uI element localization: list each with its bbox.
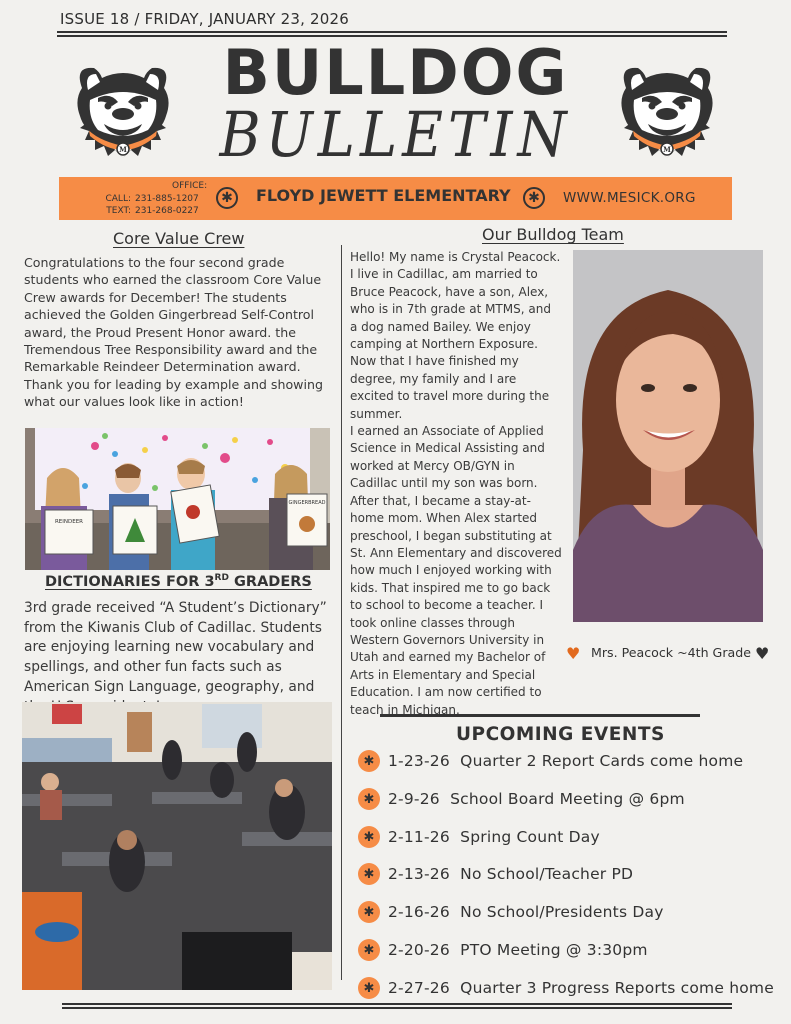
- event-date: 2-9-26: [388, 790, 440, 808]
- asterisk-icon: ✱: [216, 187, 238, 209]
- portrait-caption: Mrs. Peacock ~4th Grade: [591, 645, 751, 660]
- event-text: [388, 752, 743, 770]
- svg-text:M: M: [119, 145, 127, 154]
- event-item: [358, 976, 774, 1000]
- bulldog-logo-left: [68, 58, 178, 168]
- heart-icon-dark: ♥: [755, 644, 770, 663]
- event-description: School Board Meeting @ 6pm: [450, 790, 685, 808]
- event-text: [388, 979, 774, 997]
- event-item: [358, 787, 685, 811]
- event-date: 2-16-26: [388, 903, 450, 921]
- team-heading: Our Bulldog Team: [482, 225, 624, 244]
- event-date: 2-27-26: [388, 979, 450, 997]
- event-item: [358, 749, 743, 773]
- dictionaries-heading-prefix: DICTIONARIES FOR 3: [45, 573, 215, 590]
- asterisk-icon: ✱: [358, 750, 380, 772]
- heart-icon-orange: ♥: [566, 644, 581, 663]
- event-text: [388, 941, 648, 959]
- core-value-photo: [25, 428, 330, 570]
- events-title: UPCOMING EVENTS: [456, 724, 665, 745]
- event-description: No School/Teacher PD: [460, 865, 634, 883]
- school-name: FLOYD JEWETT ELEMENTARY: [256, 186, 511, 205]
- call-number[interactable]: 231-885-1207: [135, 193, 199, 204]
- asterisk-icon: ✱: [358, 901, 380, 923]
- award-gingerbread-text: GINGERBREAD: [288, 500, 326, 506]
- column-divider: [341, 245, 342, 980]
- event-description: PTO Meeting @ 3:30pm: [460, 941, 648, 959]
- issue-date: ISSUE 18 / FRIDAY, JANUARY 23, 2026: [60, 10, 349, 28]
- footer-rule: [62, 1003, 732, 1009]
- bulldog-logo-right: [612, 58, 722, 168]
- event-date: 2-11-26: [388, 828, 450, 846]
- event-item: [358, 900, 664, 924]
- asterisk-icon: ✱: [358, 977, 380, 999]
- event-date: 2-13-26: [388, 865, 450, 883]
- call-label: CALL:: [105, 193, 131, 204]
- event-description: Spring Count Day: [460, 828, 600, 846]
- asterisk-icon: ✱: [358, 788, 380, 810]
- core-value-heading: Core Value Crew: [113, 229, 245, 248]
- event-date: 1-23-26: [388, 752, 450, 770]
- dictionaries-heading: [45, 573, 312, 590]
- classroom-photo: [22, 702, 332, 990]
- asterisk-icon: ✱: [358, 826, 380, 848]
- dictionaries-heading-suffix: GRADERS: [228, 573, 312, 590]
- event-text: [388, 790, 685, 808]
- event-description: Quarter 3 Progress Reports come home: [460, 979, 774, 997]
- event-item: [358, 938, 648, 962]
- website-link[interactable]: WWW.MESICK.ORG: [563, 190, 696, 206]
- event-text: [388, 865, 633, 883]
- dictionaries-heading-sup: RD: [214, 573, 229, 583]
- svg-text:M: M: [663, 145, 671, 154]
- event-text: [388, 828, 600, 846]
- event-description: Quarter 2 Report Cards come home: [460, 752, 744, 770]
- team-bio-paragraph-2: I earned an Associate of Applied Science in Medical Assisting and worked at Mercy OB/GYN in Cadillac until my son was born. After that, I became a stay-at-home mom. When Alex started preschool, I began substituting at St. Ann Elementary and discovered how much I enjoyed working with kids. That inspired me to go back to school to become a teacher. I took online classes through Western Governors University in Utah and earned my Bachelor of Arts in Elementary and Special Education. I am now certified to teach in Michigan.: [350, 424, 562, 717]
- asterisk-icon: ✱: [358, 863, 380, 885]
- event-date: 2-20-26: [388, 941, 450, 959]
- event-description: No School/Presidents Day: [460, 903, 664, 921]
- team-bio-paragraph-1: Hello! My name is Crystal Peacock. I live in Cadillac, am married to Bruce Peacock, have a son, Alex, who is in 7th grade at MTMS, and a dog named Bailey. We enjoy camping at Northern Exposure. Now that I have finished my degree, my family and I are excited to travel more during the summer.: [350, 250, 561, 421]
- text-label: TEXT:: [106, 206, 131, 216]
- team-bio: [350, 249, 562, 719]
- title-bulletin: BULLETIN: [219, 99, 572, 172]
- dictionaries-body: 3rd grade received “A Student’s Dictionary” from the Kiwanis Club of Cadillac. Students are enjoying learning new vocabulary and spellings, and other fun facts such as American Sign Language, geography, and: [24, 600, 327, 695]
- event-item: [358, 825, 600, 849]
- text-number[interactable]: 231-268-0227: [135, 206, 199, 216]
- award-reindeer-text: REINDEER: [54, 519, 84, 525]
- asterisk-icon: ✱: [358, 939, 380, 961]
- contact-banner: [59, 177, 732, 220]
- event-item: [358, 862, 633, 886]
- events-rule: [380, 714, 700, 717]
- office-title: OFFICE:: [172, 181, 208, 191]
- title-bulldog: BULLDOG: [222, 36, 569, 109]
- asterisk-icon: ✱: [523, 187, 545, 209]
- event-text: [388, 903, 664, 921]
- core-value-body: Congratulations to the four second grade students who earned the classroom Core Value Crew awards for December! The students achieved the Golden Gingerbread Self-Control award, the Proud Present Honor award. the Tremendous Tree Responsibility award and the Remarkable Reindeer Determination award. Thank you for leading by example and showing what our values look like in action!: [24, 255, 323, 410]
- teacher-portrait: [573, 250, 763, 622]
